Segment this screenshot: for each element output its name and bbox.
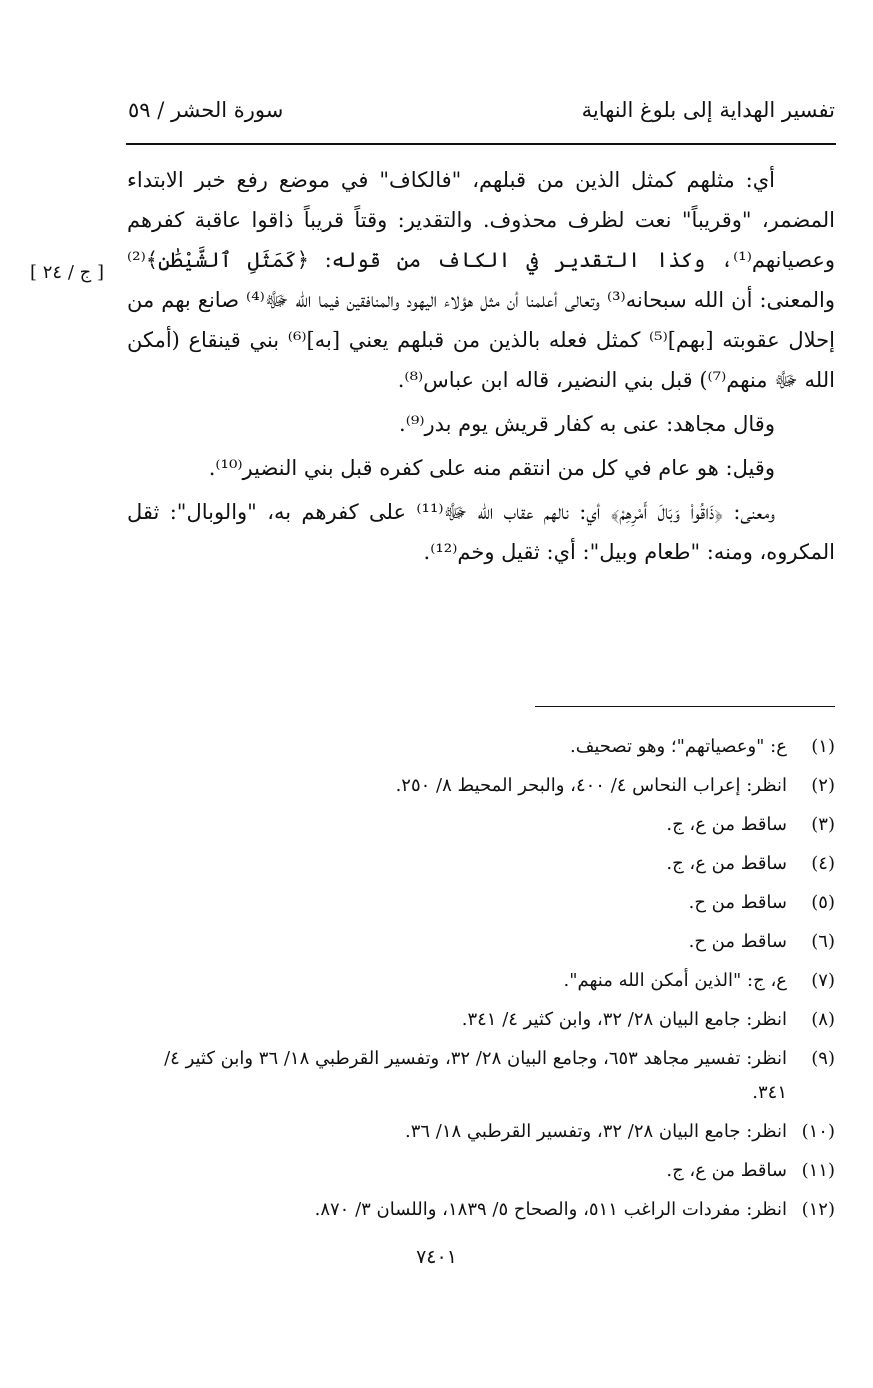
- footnote-text: ساقط من ع، ج.: [666, 1160, 787, 1181]
- footnote-rule: [535, 706, 835, 707]
- footnote-number: (٨): [811, 1009, 835, 1030]
- footnote-text: انظر: إعراب النحاس ٤/ ٤٠٠، والبحر المحيط ٨/ ٢٥٠.: [395, 775, 787, 796]
- footnote-text: ساقط من ع، ج.: [666, 814, 787, 835]
- footnote-text: انظر: جامع البيان ٢٨/ ٣٢، وابن كثير ٤/ ٣٤١.: [461, 1009, 787, 1030]
- footnote-number: (٥): [811, 892, 835, 913]
- footnote: [127, 847, 835, 881]
- paragraph-3: وقيل: هو عام في كل من انتقم منه على كفره قبل بني النضير⁽¹⁰⁾.: [208, 456, 775, 480]
- footnotes: [127, 730, 835, 1232]
- footnote-number: (٣): [811, 814, 835, 835]
- footnote: [127, 730, 835, 764]
- footnote-number: (٧): [811, 970, 835, 991]
- footnote-number: (٢): [811, 775, 835, 796]
- footnote: [127, 1154, 835, 1188]
- footnote: [127, 808, 835, 842]
- footnote-text: ع: "وعصياتهم"؛ وهو تصحيف.: [569, 736, 787, 757]
- footnote-text: انظر: مفردات الراغب ٥١١، والصحاح ٥/ ١٨٣٩، واللسان ٣/ ٨٧٠.: [314, 1199, 787, 1220]
- footnote: [127, 886, 835, 920]
- footnote-text: ع، ج: "الذين أمكن الله منهم".: [563, 970, 787, 991]
- footnote-number: (٩): [811, 1048, 835, 1069]
- footnote: [127, 769, 835, 803]
- footnote: [127, 1193, 835, 1227]
- footnote-number: (١٠): [801, 1121, 835, 1142]
- footnote-text: انظر: جامع البيان ٢٨/ ٣٢، وتفسير القرطبي ١٨/ ٣٦.: [404, 1121, 787, 1142]
- footnote: [127, 964, 835, 998]
- footnote-number: (٤): [811, 853, 835, 874]
- main-text: [127, 160, 835, 572]
- footnote: [127, 925, 835, 959]
- footnote: [127, 1115, 835, 1149]
- paragraph-4: ومعنى: ﴿ذَاقُواْ وَبَالَ أَمْرِهِمْ﴾ أي: نالهم عقاب الله ﷻ⁽¹¹⁾ على كفرهم به، "والوبال": ثقل المكروه، ومنه: "طعام وبيل": أي: ثقيل وخم⁽¹²⁾.: [127, 500, 835, 564]
- header-rule: [126, 143, 836, 145]
- book-title: تفسير الهداية إلى بلوغ النهاية: [581, 98, 835, 122]
- footnote-number: (١١): [801, 1160, 835, 1181]
- footnote-number: (١٢): [801, 1199, 835, 1220]
- page-number: ٧٤٠١: [416, 1246, 457, 1268]
- paragraph-1: أي: مثلهم كمثل الذين من قبلهم، "فالكاف" في موضع رفع خبر الابتداء المضمر، "وقريباً" نعت لظرف محذوف. والتقدير: وقتاً قريباً ذاقوا عاقبة كفرهم وعصيانهم⁽¹⁾، وكذا التقدير في الكاف من قوله: ﴿كَمَثَلِ ٱلشَّيْطَٰنِ﴾⁽²⁾ والمعنى: أن الله سبحانه⁽³⁾ وتعالى أعلمنا أن مثل هؤلاء اليهود والمنافقين فيما الله ﷻ⁽⁴⁾ صانع بهم من إحلال عقوبته [بهم]⁽⁵⁾ كمثل فعله بالذين من قبلهم يعني [به]⁽⁶⁾ بني قينقاع (أمكن الله ﷻ منهم⁽⁷⁾) قبل بني النضير، قاله ابن عباس⁽⁸⁾.: [127, 168, 836, 392]
- surah-label: سورة الحشر / ٥٩: [128, 98, 284, 122]
- footnote-text: ساقط من ع، ج.: [666, 853, 787, 874]
- footnote: [127, 1003, 835, 1037]
- footnote-number: (٦): [811, 931, 835, 952]
- footnote-number: (١): [811, 736, 835, 757]
- footnote: [127, 1042, 835, 1110]
- footnote-text: انظر: تفسير مجاهد ٦٥٣، وجامع البيان ٢٨/ ٣٢، وتفسير القرطبي ١٨/ ٣٦ وابن كثير ٤/ ٣٤١.: [164, 1048, 787, 1103]
- footnote-text: ساقط من ح.: [688, 931, 787, 952]
- paragraph-2: وقال مجاهد: عنى به كفار قريش يوم بدر⁽⁹⁾.: [399, 412, 775, 436]
- footnote-text: ساقط من ح.: [688, 892, 787, 913]
- margin-volume-note: [ ج / ٢٤ ]: [30, 262, 104, 283]
